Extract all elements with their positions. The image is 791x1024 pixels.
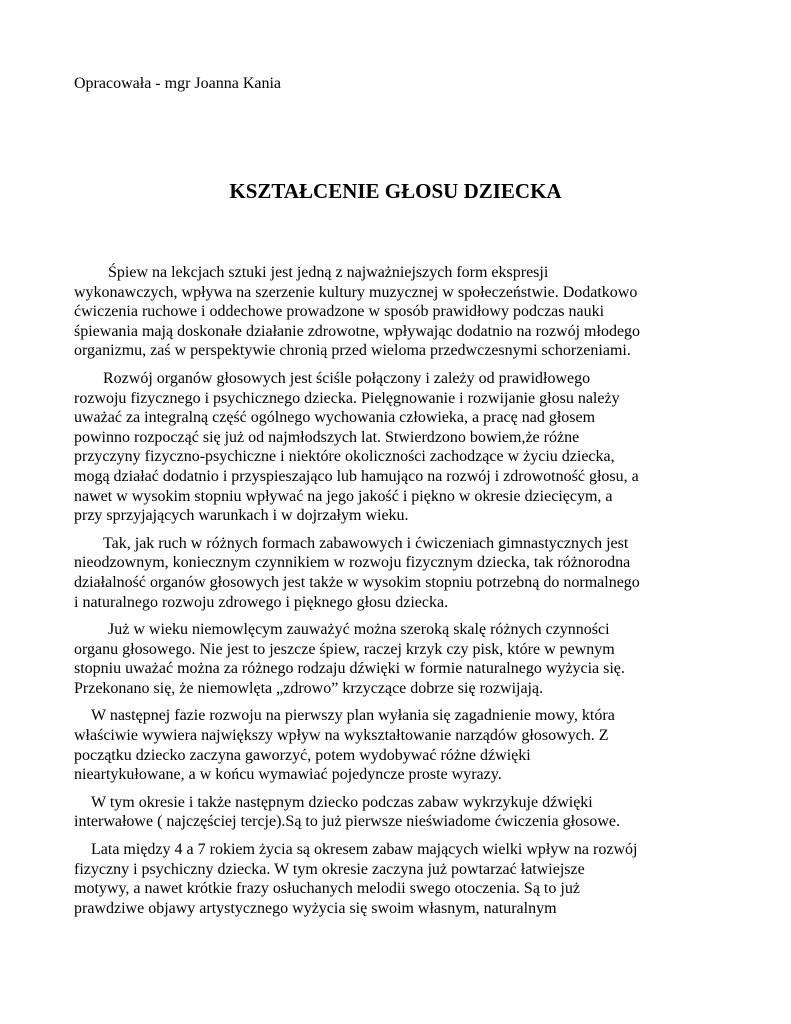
text-line: Tak, jak ruch w różnych formach zabawowych i ćwiczeniach gimnastycznych jest: [103, 534, 629, 552]
paragraph: [74, 534, 734, 612]
text-line: nieartykułowane, a w końcu wymawiać pojedyncze proste wyrazy.: [74, 766, 502, 784]
text-line: śpiewania mają doskonałe działanie zdrowotne, wpływając dodatnio na rozwój młodego: [74, 322, 641, 340]
text-line: początku dziecko zaczyna gaworzyć, potem wydobywać różne dźwięki: [74, 746, 531, 764]
document-body: [74, 263, 734, 926]
text-line: przyczyny fizyczno-psychiczne i niektóre okoliczności zachodzące w życiu dziecka,: [74, 448, 615, 466]
author-line: Opracowała - mgr Joanna Kania: [74, 75, 282, 92]
paragraph: [74, 706, 734, 784]
text-line: Już w wieku niemowlęcym zauważyć można szeroką skalę różnych czynności: [108, 621, 610, 639]
text-line: i naturalnego rozwoju zdrowego i pięknego głosu dziecka.: [74, 593, 449, 611]
paragraph: [74, 620, 734, 698]
text-line: uważać za integralną część ogólnego wychowania człowieka, a pracę nad głosem: [74, 409, 596, 427]
text-line: przy sprzyjających warunkach i w dojrzałym wieku.: [74, 507, 409, 525]
text-line: ćwiczenia ruchowe i oddechowe prowadzone w sposób prawidłowy podczas nauki: [74, 303, 605, 321]
text-line: Lata między 4 a 7 rokiem życia są okresem zabaw mających wielki wpływ na rozwój: [91, 841, 638, 859]
text-line: fizyczny i psychiczny dziecka. W tym okresie zaczyna już powtarzać łatwiejsze: [74, 860, 585, 878]
text-line: W następnej fazie rozwoju na pierwszy plan wyłania się zagadnienie mowy, która: [91, 707, 615, 725]
text-line: Śpiew na lekcjach sztuki jest jedną z najważniejszych form ekspresji: [108, 264, 549, 281]
text-line: stopniu uważać można za różnego rodzaju dźwięki w formie naturalnego wyżycia się.: [74, 660, 625, 678]
paragraph: [74, 840, 734, 918]
text-line: organizmu, zaś w perspektywie chronią przed wieloma przedwczesnymi schorzeniami.: [74, 342, 631, 360]
text-line: właściwie wywiera największy wpływ na wykształtowanie narządów głosowych. Z: [74, 727, 609, 745]
text-line: mogą działać dodatnio i przyspieszająco lub hamująco na rozwój i zdrowotność głosu, a: [74, 467, 639, 485]
text-line: powinno rozpocząć się już od najmłodszych lat. Stwierdzono bowiem,że różne: [74, 428, 580, 446]
text-line: motywy, a nawet krótkie frazy osłuchanych melodii swego otoczenia. Są to już: [74, 880, 580, 898]
text-line: nieodzownym, koniecznym czynnikiem w rozwoju fizycznym dziecka, tak różnorodna: [74, 554, 631, 572]
paragraph: [74, 793, 734, 832]
paragraph: [74, 369, 734, 526]
text-line: organu głosowego. Nie jest to jeszcze śpiew, raczej krzyk czy pisk, które w pewnym: [74, 640, 615, 658]
text-line: prawdziwe objawy artystycznego wyżycia się swoim własnym, naturalnym: [74, 899, 557, 917]
text-line: Przekonano się, że niemowlęta „zdrowo” krzyczące dobrze się rozwijają.: [74, 679, 544, 697]
text-line: rozwoju fizycznego i psychicznego dziecka. Pielęgnowanie i rozwijanie głosu należy: [74, 389, 620, 407]
text-line: wykonawczych, wpływa na szerzenie kultury muzycznej w społeczeństwie. Dodatkowo: [74, 283, 638, 301]
text-line: działalność organów głosowych jest także w wysokim stopniu potrzebną do normalnego: [74, 573, 640, 591]
document-title: KSZTAŁCENIE GŁOSU DZIECKA: [229, 179, 562, 203]
paragraph: [74, 263, 734, 361]
text-line: Rozwój organów głosowych jest ściśle połączony i zależy od prawidłowego: [103, 369, 591, 387]
text-line: interwałowe ( najczęściej tercje).Są to już pierwsze nieświadome ćwiczenia głosowe.: [74, 813, 620, 831]
text-line: nawet w wysokim stopniu wpływać na jego jakość i piękno w okresie dziecięcym, a: [74, 487, 613, 505]
text-line: W tym okresie i także następnym dziecko podczas zabaw wykrzykuje dźwięki: [91, 793, 593, 811]
